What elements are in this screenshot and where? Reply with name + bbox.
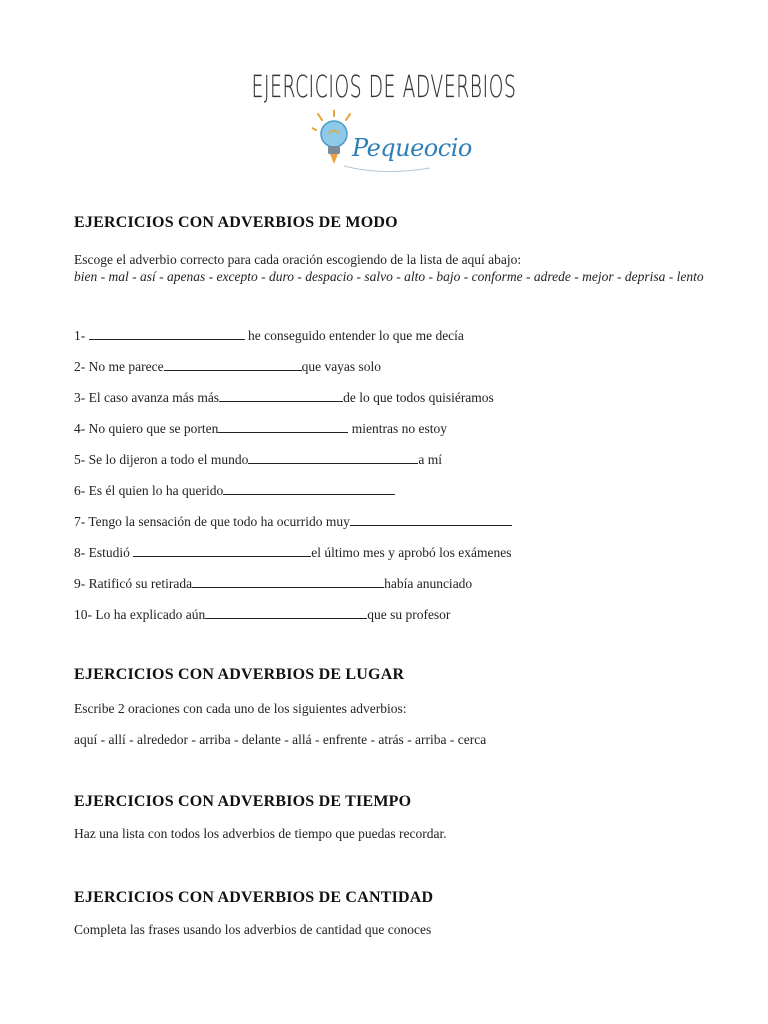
exercise-line-6 bbox=[74, 481, 395, 499]
answer-blank[interactable] bbox=[219, 388, 343, 402]
word-list-modo: bien - mal - así - apenas - excepto - duro - despacio - salvo - alto - bajo - conforme - adrede - mejor - deprisa - lento bbox=[74, 269, 704, 284]
exercise-text-after: había anunciado bbox=[384, 576, 473, 591]
exercise-text-before: 3- El caso avanza más más bbox=[74, 390, 220, 405]
exercise-line-7 bbox=[74, 512, 512, 530]
word-list-lugar: aquí - allí - alrededor - arriba - delante - allá - enfrente - atrás - arriba - cerca bbox=[74, 732, 487, 747]
exercise-line-5 bbox=[74, 450, 442, 468]
exercise-text-before: 1- bbox=[74, 328, 89, 343]
instruction-tiempo: Haz una lista con todos los adverbios de tiempo que puedas recordar. bbox=[74, 826, 447, 841]
exercise-line-1 bbox=[74, 326, 464, 344]
exercise-text-before: 5- Se lo dijeron a todo el mundo bbox=[74, 452, 249, 467]
exercise-text-before: 8- Estudió bbox=[74, 545, 134, 560]
exercise-line-10 bbox=[74, 605, 450, 623]
answer-blank[interactable] bbox=[223, 481, 395, 495]
bulb-base bbox=[328, 146, 340, 154]
exercise-text-before: 7- Tengo la sensación de que todo ha ocurrido muy bbox=[74, 514, 350, 529]
exercise-text-before: 9- Ratificó su retirada bbox=[74, 576, 193, 591]
exercise-line-3 bbox=[74, 388, 494, 406]
exercise-line-2 bbox=[74, 357, 381, 375]
instruction-lugar: Escribe 2 oraciones con cada uno de los siguientes adverbios: bbox=[74, 701, 407, 716]
answer-blank[interactable] bbox=[205, 605, 367, 619]
heading-adverbios-lugar: EJERCICIOS CON ADVERBIOS DE LUGAR bbox=[74, 666, 405, 683]
answer-blank[interactable] bbox=[218, 419, 348, 433]
pencil-tip bbox=[330, 154, 338, 164]
logo-wordmark: Pequeocio bbox=[352, 134, 472, 162]
exercise-line-4 bbox=[74, 419, 447, 437]
answer-blank[interactable] bbox=[192, 574, 384, 588]
answer-blank[interactable] bbox=[133, 543, 311, 557]
exercise-text-after: que su profesor bbox=[367, 607, 451, 622]
exercise-text-before: 6- Es él quien lo ha querido bbox=[74, 483, 224, 498]
exercise-text-before: 2- No me parece bbox=[74, 359, 164, 374]
exercise-text-before: 4- No quiero que se porten bbox=[74, 421, 219, 436]
instruction-modo: Escoge el adverbio correcto para cada oración escogiendo de la lista de aquí abajo: bbox=[74, 252, 522, 267]
heading-adverbios-modo: EJERCICIOS CON ADVERBIOS DE MODO bbox=[74, 214, 398, 231]
exercise-line-9 bbox=[74, 574, 472, 592]
exercise-line-8 bbox=[74, 543, 511, 561]
exercise-text-after: el último mes y aprobó los exámenes bbox=[311, 545, 512, 560]
answer-blank[interactable] bbox=[89, 326, 245, 340]
heading-adverbios-tiempo: EJERCICIOS CON ADVERBIOS DE TIEMPO bbox=[74, 793, 412, 810]
exercise-text-after: que vayas solo bbox=[301, 359, 382, 374]
exercise-text-after: he conseguido entender lo que me decía bbox=[244, 328, 464, 343]
exercise-text-after: de lo que todos quisiéramos bbox=[343, 390, 494, 405]
answer-blank[interactable] bbox=[248, 450, 418, 464]
document-title: EJERCICIOS DE ADVERBIOS bbox=[251, 70, 517, 105]
exercise-text-before: 10- Lo ha explicado aún bbox=[74, 607, 206, 622]
exercise-text-after: a mí bbox=[418, 452, 442, 467]
heading-adverbios-cantidad: EJERCICIOS CON ADVERBIOS DE CANTIDAD bbox=[74, 889, 434, 906]
answer-blank[interactable] bbox=[164, 357, 302, 371]
bulb-glass bbox=[321, 121, 347, 147]
instruction-cantidad: Completa las frases usando los adverbios de cantidad que conoces bbox=[74, 922, 432, 937]
answer-blank[interactable] bbox=[350, 512, 512, 526]
exercise-text-after: mientras no estoy bbox=[348, 421, 447, 436]
